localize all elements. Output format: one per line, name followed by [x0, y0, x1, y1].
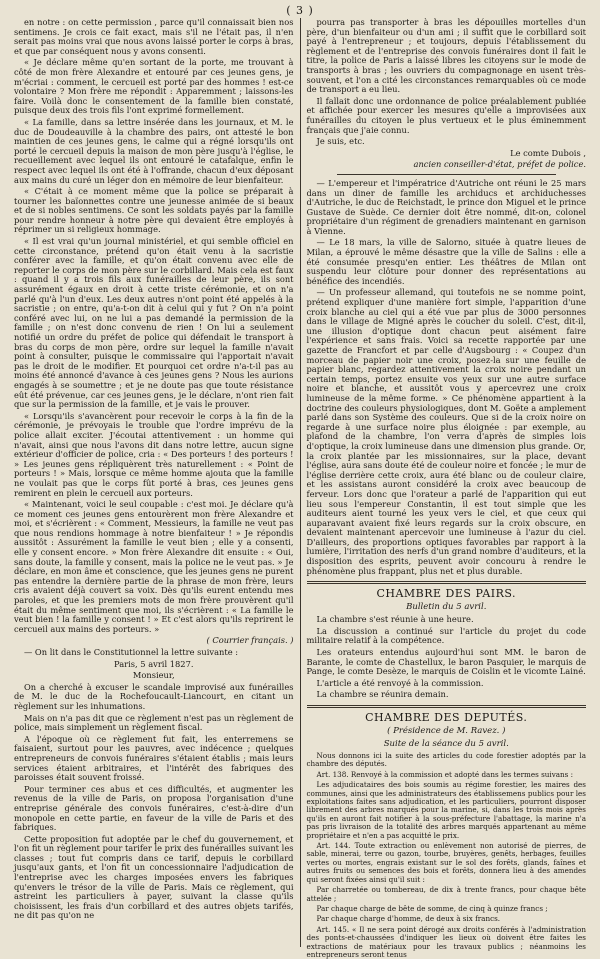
deputes-presidence: ( Présidence de M. Ravez. ) [387, 726, 506, 736]
paragraph: Par charretée ou tombereau, de dix à trente francs, pour chaque bête attelée ; [306, 885, 586, 903]
paragraph: Par chaque charge de bête de somme, de cinq à quinze francs ; [316, 903, 548, 913]
paragraph: Pour terminer ces abus et ces difficultés, et augmenter les revenus de la ville de Paris, on proposa l'organisation d'une entreprise générale des convois funéraires, c'est-à-dire d'un monopole en cette partie, en faveur de la ville de Paris et des fabriques. [14, 783, 294, 833]
paragraph: — On lit dans le Constitutionnel la lettre suivante : [24, 647, 239, 657]
signer: Le comte Dubois , [510, 147, 586, 158]
paragraph: « Il est vrai qu'un journal ministériel, et qui semble officiel en cette circonstance, prétend qu'on était venu à la sacristie conférer avec la famille, et qu'on était convenu avec elle de reporter le corps de mon père sur le corbillard. Mais cela est faux : quand il y a trois fils aux funérailles de leur père, ils sont assurément égaux en droit à cette triste cérémonie, et on n'a parlé qu'à l'un d'eux. Les deux autres n'ont point été appelés à la sacristie ; on entre, qu'a-t-on dit à celui qui y fut ? On n'a point conféré avec lui, on ne lui a pas demandé la permission de la famille ; on n'est donc convenu de rien ! On lui a seulement notifié un ordre du préfet de police qui défendait le transport à bras du corps de mon père, ordre sur lequel la famille n'avait point à consulter, puisque le commissaire qui l'apportait n'avait pas le droit de le modifier. Et pourquoi cet ordre n'a-t-il pas au moins été annoncé d'avance à ces jeunes gens ? Nous les aurions engagés à se soumettre ; et je ne doute pas que toute résistance eût été prévenue, car ces jeunes gens, je le déclare, n'ont rien fait que sur la permission de la famille, et je vais le prouver. [14, 236, 294, 410]
divider [307, 581, 587, 584]
right-column [303, 17, 591, 959]
paragraph: Par chaque charge d'homme, de deux à six francs. [316, 914, 501, 924]
paragraph: « C'était à ce moment même que la police se préparait à tourner les baïonnettes contre une jeunesse animée de si beaux et de si nobles sentimens. Ce sont les soldats payés par la famille pour rendre honneur à notre père qui devaient être employés à réprimer un si religieux hommage. [14, 186, 294, 235]
divider [307, 705, 587, 708]
pairs-bulletin: Bulletin du 5 avril. [406, 602, 487, 613]
columns [10, 17, 590, 959]
closing: Je suis, etc. [316, 136, 365, 147]
paragraph: La chambre s'est réunie à une heure. [316, 614, 474, 625]
pairs-header: CHAMBRE DES PAIRS. [376, 587, 517, 601]
left-column [10, 18, 298, 947]
news-item: — L'empereur et l'impératrice d'Autriche ont réuni le 25 mars dans un diner de famille les archiducs et archiduchesses d'Autriche, le duc de Reichstadt, le prince don Miguel et le prince Gustave de Suède. Ce dernier doit être nommé, dit-on, colonel propriétaire d'un régiment de grenadiers maintenant en garnison à Vienne. [306, 177, 586, 236]
paragraph: Nous donnons ici la suite des articles du code forestier adoptés par la chambre des députés. [306, 751, 586, 769]
paragraph: « Lorsqu'ils s'avancèrent pour recevoir le corps à la fin de la cérémonie, je prévoyais le trouble que l'ordre imprévu de la police allait exciter. J'écoutai attentivement : un homme qui n'avait, ainsi que nous l'avons dit dans notre lettre, aucun signe extérieur d'officier de police, cria : « Des porteurs ! des porteurs ! » Les jeunes gens répliquèrent très naturellement : « Point de porteurs ! » Mais, lorsque ce même homme ajouta que la famille ne voulait pas que le corps fût porté à bras, ces jeunes gens remirent en plein le cercueil aux porteurs. [14, 410, 294, 498]
paragraph: La chambre se réunira demain. [316, 689, 449, 700]
paragraph: A l'époque où ce règlement fut fait, les enterremens se faisaient, surtout pour les pauvres, avec indécence ; quelques entrepreneurs de convois funéraires s'étaient établis ; mais leurs services étaient arbitraires, et l'intérêt des fabriques des paroisses était souvent froissé. [14, 733, 294, 783]
paragraph: Art. 138. Renvoyé à la commission et adopté dans les termes suivans : [316, 769, 574, 779]
news-item: — Un professeur allemand, qui toutefois ne se nomme point, prétend expliquer d'une manière fort simple, l'apparition d'une croix blanche au ciel qui a été vue par plus de 3000 personnes dans le village de Migné après le coucher du soleil. C'est, dit-il, une illusion d'optique dont chacun peut aisément faire l'expérience et sans frais. Voici sa recette rapportée par une gazette de Francfort et par celle d'Augsbourg : « Coupez d'un morceau de papier noir une croix, posez-la sur une feuille de papier blanc, regardez attentivement la croix noire pendant un certain temps, portez ensuite vos yeux sur une autre surface noire et blanche, et aussitôt vous y apercevrez une croix lumineuse de la même forme. » Ce phénomène appartient à la doctrine des couleurs physiologiques, dont M. Goëte a amplement parlé dans son Système des couleurs. Que si de la croix noire on regarde à une surface noire plus éloignée : par exemple, au plafond de la chambre, l'on verra d'après de simples lois d'optique, la croix lumineuse dans une dimension plus grande. Or, la croix plantée par les missionnaires, sur la place, devant l'église, aura sans doute été de couleur noire et foncée ; le mur de l'église derrière cette croix, aura été blanc ou de couleur claire, et les assistans auront considéré la croix avec beaucoup de ferveur. Lors donc que l'orateur a parlé de l'apparition qui eut lieu sous l'empereur Constantin, il est tout simple que les auditeurs aient tourné les yeux vers le ciel, et que ceux qui auparavant avaient fixé leurs regards sur la croix obscure, en devaient maintenant apercevoir une lumineuse à l'azur du ciel. D'ailleurs, des proportions optiques favorables par rapport à la lumière, l'irritation des nerfs d'un grand nombre d'auditeurs, et la disposition des esprits, peuvent avoir concouru à rendre le phénomène plus frappant, plus net et plus durable. [306, 287, 586, 576]
paragraph: « Je déclare même qu'en sortant de la porte, me trouvant à côté de mon frère Alexandre et entouré par ces jeunes gens, je m'écriai : comment, le cercueil est porté par des hommes ! est-ce volontaire ? Mon frère me répondit : Apparemment ; laissons-les faire. Voilà donc le consentement de la famille bien constaté, puisque deux des trois fils l'ont exprimé formellement. [14, 57, 294, 116]
paragraph: Art. 145. « Il ne sera point dérogé aux droits conférés à l'administration des ponts-et-chaussées d'indiquer les lieux où doivent être faites les extractions de matériaux pour les travaux publics ; néanmoins les entrepreneurs seront tenus [306, 924, 586, 959]
paragraph: Les orateurs entendus aujourd'hui sont MM. le baron de Barante, le comte de Chastellux, le baron Pasquier, le marquis de Pange, le comte Desèze, le marquis de Coislin et le vicomte Lainé. [306, 647, 586, 677]
paragraph: « La famille, dans sa lettre insérée dans les journaux, et M. le duc de Doudeauville à la chambre des pairs, ont attesté le bon maintien de ces jeunes gens, le calme qui a régné lorsqu'ils ont porté le cercueil depuis la maison de mon père jusqu'à l'église, le recueillement avec lequel ils ont entouré le catafalque, enfin le respect avec lequel ils ont été à l'offrande, chacun d'eux déposant aux mains du curé un léger don en mémoire de leur bienfaiteur. [14, 116, 294, 185]
paragraph: en notre : on cette permission , parce qu'il connaissait bien nos sentimens. Je crois ce fait exact, mais s'il ne l'était pas, il n'en serait pas moins vrai que nous avons laissé porter le corps à bras, et que par conséquent nous y avons consenti. [14, 17, 294, 56]
signer-title: ancien conseiller-d'état, préfet de police. [413, 159, 586, 170]
page-number: ( 3 ) [286, 4, 314, 17]
paragraph: L'article a été renvoyé à la commission. [316, 677, 484, 688]
source-attribution: ( Courrier français. ) [206, 635, 294, 646]
paragraph: « Maintenant, voici le seul coupable : c'est moi. Je déclare qu'à ce moment ces jeunes gens entourèrent mon frère Alexandre et moi, et s'écrièrent : « Comment, Messieurs, la famille ne veut pas que nous rendions hommage à notre bienfaiteur ! » Je répondis aussitôt : Assurément la famille le veut bien ; elle y a consenti, elle y consent encore. » Mon frère Alexandre dit ensuite : « Oui, sans doute, la famille y consent, mais la police ne le veut pas. » Je déclare, en mon âme et conscience, que les jeunes gens ne purent pas entendre la dernière partie de la phrase de mon frère, leurs cris avaient déjà couvert sa voix. Dès qu'ils eurent entendu mes paroles, et que les premiers mots de mon frère prouvèrent qu'il était du même sentiment que moi, ils s'écrièrent : « La famille le veut bien ! la famille y consent ! » Et c'est alors qu'ils reprirent le cercueil aux mains des porteurs. » [14, 499, 294, 634]
paragraph: Mais on n'a pas dit que ce règlement n'est pas un règlement de police, mais simplement un règlement fiscal. [14, 712, 294, 733]
deputes-suite: Suite de la séance du 5 avril. [383, 739, 509, 749]
paragraph: Art. 144. Toute extraction ou enlèvement non autorisé de pierres, de sable, minerai, terre ou gazon, tourbe, bruyères, genêts, herbages, feuilles vertes ou mortes, engrais existant sur le sol des forêts, glands, faînes et autres fruits ou semences des bois et forêts, donnera lieu à des amendes qui seront fixées ainsi qu'il suit : [306, 841, 586, 884]
paragraph: Les adjudicataires des bois soumis au régime forestier, les maires des communes, ainsi que les administrateurs des établissemens publics pour les exploitations faites sans adjudication, et les particuliers, pourront disposer librement des arbres marqués pour la marine, si, dans les trois mois après qu'ils en auront fait notifier à la sous-préfecture l'abattage, la marine n'a pas pris livraison de la totalité des arbres marqués appartenant au même propriétaire et n'en a pas acquitté le prix. [306, 780, 586, 840]
column-rule [300, 18, 301, 947]
news-item: — Le 18 mars, la ville de Salorno, située à quatre lieues de Milan, a éprouvé le même désastre que la ville de Salins : elle a été consumée presqu'en entier. Les théâtres de Milan ont suspendu leur clôture pour donner des représentations au bénéfice des incendiés. [306, 237, 586, 286]
paragraph: On a cherché à excuser le scandale improvisé aux funérailles de M. le duc de la Rochefoucault-Liancourt, en citant un règlement sur les inhumations. [14, 681, 294, 711]
paragraph: pourra pas transporter à bras les dépouilles mortelles d'un père, d'un bienfaiteur ou d'un ami ; il suffit que le corbillard soit payé à l'entrepreneur ; et toujours, depuis l'établissement du règlement et de l'entreprise des convois funéraires dont il fait le titre, la police de Paris a laissé libres les citoyens sur le mode de transports à bras ; les ouvriers du compagnonage en usent très-souvent, et l'on a cité les circonstances remarquables où ce mode de transport a eu lieu. [306, 17, 586, 95]
paragraph: Il fallait donc une ordonnance de police préalablement publiée et affichée pour exercer les mesures qu'elle a improvisées aux funérailles du citoyen le plus vertueux et le plus éminemment français que j'aie connu. [306, 95, 586, 135]
letter-greeting: Monsieur, [132, 670, 175, 681]
divider [337, 174, 557, 175]
paragraph: La discussion a continué sur l'article du projet du code militaire relatif à la compétence. [306, 625, 586, 646]
paragraph: Cette proposition fut adoptée par le chef du gouvernement, et l'on fit un règlement pour tarifer le prix des funérailles suivant les classes ; tout fut compris dans ce tarif, depuis le corbillard jusqu'aux gants, et l'on fit un concessionnaire l'adjudication de l'entreprise avec les charges imposées envers les fabriques qu'envers le trésor de la ville de Paris. Mais ce règlement, qui astreint les particuliers à payer, suivant la classe qu'ils choisissent, les frais d'un corbillard et des autres objets tarifés, ne dit pas qu'on ne [14, 833, 294, 921]
deputes-header: CHAMBRE DES DEPUTÉS. [365, 711, 528, 724]
letter-dateline: Paris, 5 avril 1827. [113, 658, 194, 669]
